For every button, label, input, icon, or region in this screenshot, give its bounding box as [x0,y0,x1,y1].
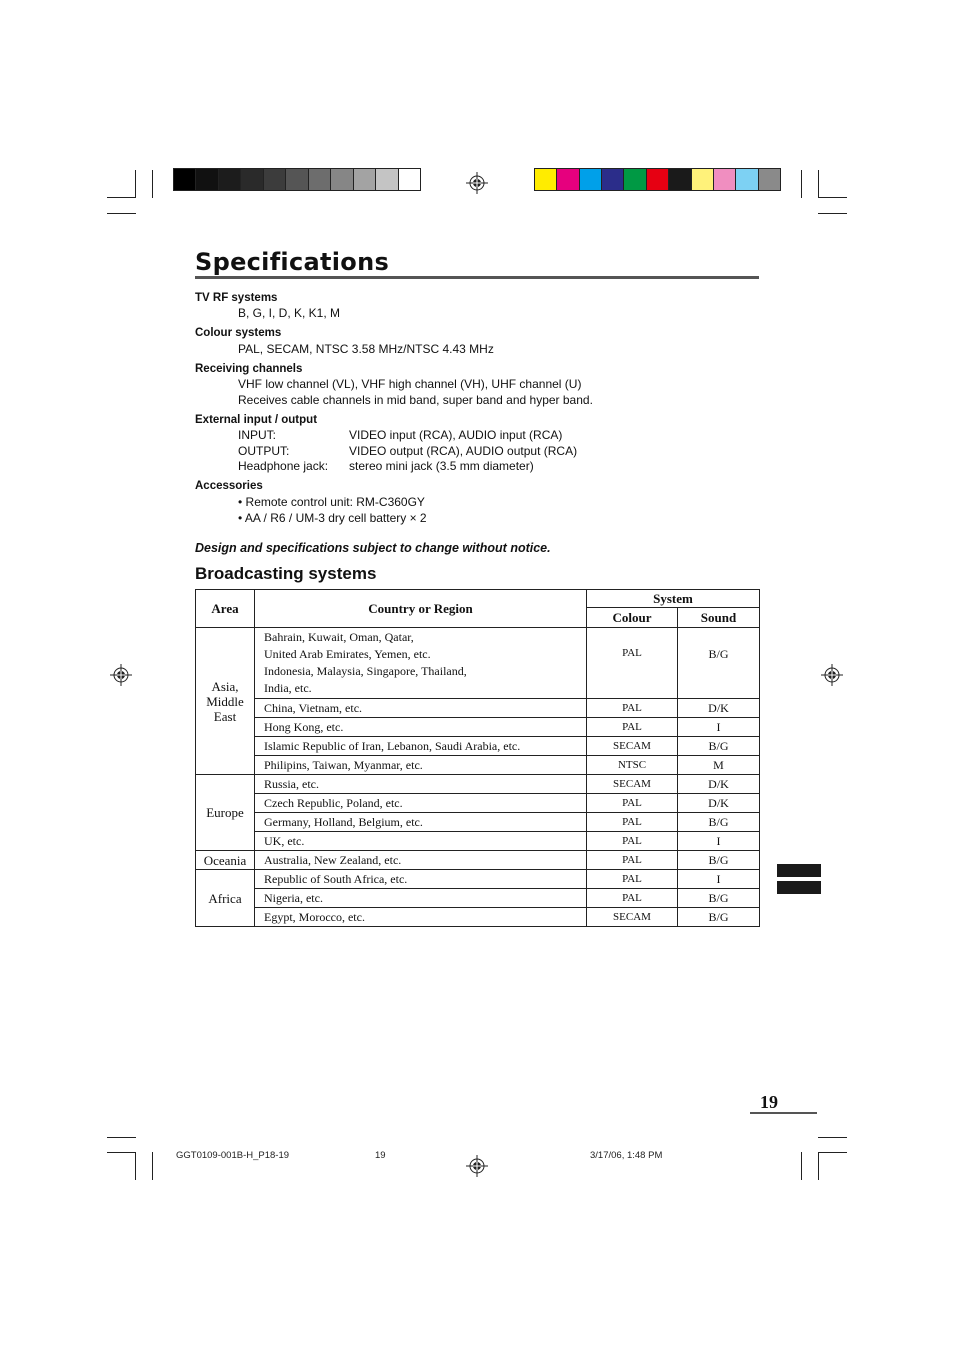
colour-cell: PAL [587,832,678,851]
country-cell: Egypt, Morocco, etc. [255,908,587,927]
area-cell-asia [196,628,255,775]
sound-cell: I [678,832,760,851]
page-number: 19 [760,1092,778,1112]
colour-cell: PAL [587,813,678,832]
registration-swatch [174,169,196,190]
footer-page: 19 [375,1150,386,1161]
crop-mark [135,170,136,198]
change-notice: Design and specifications subject to change without notice. [195,541,551,555]
language-tab [777,881,821,894]
registration-swatch [535,169,557,190]
colour-cell: PAL [587,794,678,813]
country-cell: UK, etc. [255,832,587,851]
registration-target-icon [110,664,132,686]
country-cell: China, Vietnam, etc. [255,699,587,718]
registration-swatch [692,169,714,190]
table-row [196,889,760,908]
registration-target-icon [821,664,843,686]
crop-mark [107,213,136,214]
registration-swatch [669,169,691,190]
registration-swatch [241,169,263,190]
registration-swatch [196,169,218,190]
crop-mark [818,170,819,198]
registration-swatch [376,169,398,190]
table-row [196,775,760,794]
spec-heading-tv-rf: TV RF systems [195,292,278,304]
table-row [196,794,760,813]
accessory-item: • AA / R6 / UM-3 dry cell battery × 2 [238,511,427,525]
sound-cell: B/G [678,737,760,756]
table-row [196,737,760,756]
area-label: Asia, [211,678,239,694]
spec-heading-external: External input / output [195,414,318,426]
colour-cell: SECAM [587,775,678,794]
grayscale-registration-bar [173,168,421,191]
footer-file: GGT0109-001B-H_P18-19 [176,1150,290,1161]
colour-cell: PAL [587,870,678,889]
sound-cell: D/K [678,699,760,718]
spec-heading-accessories: Accessories [195,480,263,492]
registration-swatch [714,169,736,190]
spec-key-input: INPUT: [238,428,277,442]
colour-cell: PAL [587,889,678,908]
crop-mark [801,1152,802,1180]
country-cell: Australia, New Zealand, etc. [255,851,587,870]
colour-cell: PAL [587,628,678,699]
colour-cell: SECAM [587,737,678,756]
registration-swatch [624,169,646,190]
country-cell: Czech Republic, Poland, etc. [255,794,587,813]
sound-cell: B/G [678,851,760,870]
colour-cell: PAL [587,851,678,870]
colour-cell: NTSC [587,756,678,775]
crop-mark [107,197,136,198]
country-line: India, etc. [264,681,312,695]
area-label: Middle [206,693,244,709]
crop-mark [818,213,847,214]
sound-cell: B/G [678,908,760,927]
header-sound: Sound [678,608,760,628]
colour-cell: PAL [587,718,678,737]
table-row [196,908,760,927]
registration-swatch [602,169,624,190]
spec-value-tv-rf: B, G, I, D, K, K1, M [238,306,341,320]
country-line: Indonesia, Malaysia, Singapore, Thailand, [264,664,467,678]
header-system: System [587,590,760,608]
country-cell: Russia, etc. [255,775,587,794]
table-row [196,870,760,889]
country-cell: Republic of South Africa, etc. [255,870,587,889]
crop-mark [818,1137,847,1138]
registration-swatch [264,169,286,190]
country-cell: Hong Kong, etc. [255,718,587,737]
registration-swatch [286,169,308,190]
spec-heading-receiving: Receiving channels [195,363,303,375]
table-row [196,832,760,851]
area-cell-europe: Europe [196,775,255,851]
spec-value-headphone: stereo mini jack (3.5 mm diameter) [349,459,534,473]
registration-swatch [557,169,579,190]
spec-value-receiving-2: Receives cable channels in mid band, super band and hyper band. [238,393,593,407]
spec-key-headphone: Headphone jack: [238,459,329,473]
registration-swatch [580,169,602,190]
accessory-item: • Remote control unit: RM-C360GY [238,495,425,509]
header-area: Area [196,590,255,628]
crop-mark [152,1152,153,1180]
registration-swatch [219,169,241,190]
table-row [196,699,760,718]
registration-target-icon [466,172,488,194]
registration-swatch [736,169,758,190]
sound-cell: D/K [678,794,760,813]
registration-target-icon [466,1155,488,1177]
colour-cell: PAL [587,699,678,718]
section-heading-broadcasting: Broadcasting systems [195,564,377,583]
broadcasting-table [195,589,760,927]
spec-value-colour: PAL, SECAM, NTSC 3.58 MHz/NTSC 4.43 MHz [238,342,494,356]
registration-swatch [354,169,376,190]
registration-swatch [309,169,331,190]
table-row [196,628,760,699]
footer-date: 3/17/06, 1:48 PM [590,1150,663,1161]
header-colour: Colour [587,608,678,628]
page-number-rule [750,1112,817,1114]
registration-swatch [647,169,669,190]
country-cell: Germany, Holland, Belgium, etc. [255,813,587,832]
crop-mark [135,1152,136,1180]
spec-value-input: VIDEO input (RCA), AUDIO input (RCA) [349,428,563,442]
page-title: Specifications [195,248,390,276]
country-cell [255,628,587,699]
crop-mark [801,170,802,198]
country-cell: Philipins, Taiwan, Myanmar, etc. [255,756,587,775]
table-row [196,851,760,870]
colour-cell: SECAM [587,908,678,927]
area-cell-africa: Africa [196,870,255,927]
country-cell: Islamic Republic of Iran, Lebanon, Saudi Arabia, etc. [255,737,587,756]
country-cell: Nigeria, etc. [255,889,587,908]
crop-mark [818,197,847,198]
country-line: United Arab Emirates, Yemen, etc. [264,647,431,661]
area-cell-oceania: Oceania [196,851,255,870]
table-row [196,756,760,775]
crop-mark [152,170,153,198]
table-row [196,718,760,737]
sound-cell: I [678,870,760,889]
color-registration-bar [534,168,781,191]
spec-value-output: VIDEO output (RCA), AUDIO output (RCA) [349,444,578,458]
header-country: Country or Region [255,590,587,628]
table-row [196,813,760,832]
crop-mark [107,1152,136,1153]
area-label: East [213,708,237,724]
registration-swatch [331,169,353,190]
country-line: Bahrain, Kuwait, Oman, Qatar, [264,630,414,644]
sound-cell: B/G [678,813,760,832]
crop-mark [107,1137,136,1138]
registration-swatch [399,169,420,190]
crop-mark [818,1152,847,1153]
sound-cell: B/G [678,889,760,908]
language-tab [777,864,821,877]
spec-key-output: OUTPUT: [238,444,290,458]
crop-mark [818,1152,819,1180]
spec-value-receiving-1: VHF low channel (VL), VHF high channel (VH), UHF channel (U) [238,377,582,391]
title-rule [195,276,759,279]
registration-swatch [759,169,780,190]
sound-cell: M [678,756,760,775]
sound-cell: D/K [678,775,760,794]
spec-heading-colour: Colour systems [195,327,282,339]
sound-cell: B/G [678,628,760,699]
sound-cell: I [678,718,760,737]
